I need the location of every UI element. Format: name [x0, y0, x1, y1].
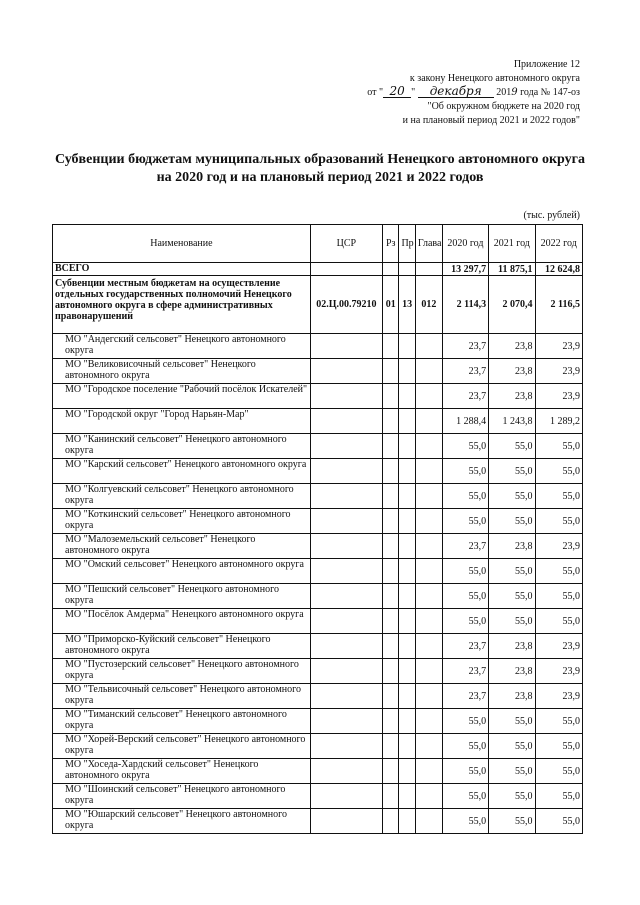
- appendix-date-line: [260, 86, 580, 100]
- row-csr: [310, 334, 382, 359]
- row-2020: 23,7: [442, 384, 488, 409]
- row-2020: 55,0: [442, 434, 488, 459]
- row-csr: [310, 784, 382, 809]
- row-2022: 55,0: [535, 609, 583, 634]
- row-name: МО "Тельвисочный сельсовет" Ненецкого автономного округа: [53, 684, 311, 709]
- row-2022: 55,0: [535, 459, 583, 484]
- table-row: [53, 509, 583, 534]
- row-glava: [415, 359, 442, 384]
- table-row: [53, 559, 583, 584]
- row-2022: 23,9: [535, 334, 583, 359]
- row-2021: 55,0: [489, 809, 535, 834]
- row-pr: [399, 684, 415, 709]
- row-2022: 55,0: [535, 509, 583, 534]
- row-glava: [415, 534, 442, 559]
- row-2020: 55,0: [442, 809, 488, 834]
- row-glava: [415, 609, 442, 634]
- header-2022: 2022 год: [535, 225, 583, 263]
- row-rz: [382, 359, 398, 384]
- row-glava: [415, 434, 442, 459]
- total-name: ВСЕГО: [53, 263, 311, 276]
- row-2021: 23,8: [489, 684, 535, 709]
- row-pr: [399, 434, 415, 459]
- row-csr: [310, 559, 382, 584]
- row-rz: [382, 709, 398, 734]
- row-name: МО "Андегский сельсовет" Ненецкого автономного округа: [53, 334, 311, 359]
- section-2021: 2 070,4: [489, 276, 535, 334]
- table-row: [53, 684, 583, 709]
- row-name: МО "Пустозерский сельсовет" Ненецкого автономного округа: [53, 659, 311, 684]
- row-pr: [399, 484, 415, 509]
- section-pr: 13: [399, 276, 415, 334]
- total-2022: 12 624,8: [535, 263, 583, 276]
- section-csr: 02.Ц.00.79210: [310, 276, 382, 334]
- row-rz: [382, 484, 398, 509]
- table-row: [53, 359, 583, 384]
- section-name: Субвенции местным бюджетам на осуществление отдельных государственных полномочий Ненецкого автономного округа в сфере административных правонарушений: [53, 276, 311, 334]
- total-2020: 13 297,7: [442, 263, 488, 276]
- row-2022: 55,0: [535, 584, 583, 609]
- row-2021: 55,0: [489, 734, 535, 759]
- table-row: [53, 409, 583, 434]
- row-glava: [415, 409, 442, 434]
- row-pr: [399, 384, 415, 409]
- row-rz: [382, 334, 398, 359]
- section-2020: 2 114,3: [442, 276, 488, 334]
- row-glava: [415, 384, 442, 409]
- row-2022: 55,0: [535, 784, 583, 809]
- row-name: МО "Юшарский сельсовет" Ненецкого автономного округа: [53, 809, 311, 834]
- row-csr: [310, 459, 382, 484]
- row-rz: [382, 684, 398, 709]
- total-glava: [415, 263, 442, 276]
- row-rz: [382, 809, 398, 834]
- table-row: [53, 459, 583, 484]
- table-row: [53, 659, 583, 684]
- table-row: [53, 784, 583, 809]
- total-pr: [399, 263, 415, 276]
- row-name: МО "Хорей-Верский сельсовет" Ненецкого автономного округа: [53, 734, 311, 759]
- row-pr: [399, 759, 415, 784]
- section-row: [53, 276, 583, 334]
- date-year-prefix: 201: [496, 87, 512, 98]
- row-2021: 23,8: [489, 359, 535, 384]
- row-2020: 55,0: [442, 509, 488, 534]
- total-rz: [382, 263, 398, 276]
- row-pr: [399, 609, 415, 634]
- table-row: [53, 584, 583, 609]
- row-2021: 23,8: [489, 634, 535, 659]
- row-name: МО "Городской округ "Город Нарьян-Мар": [53, 409, 311, 434]
- row-glava: [415, 659, 442, 684]
- row-2020: 55,0: [442, 459, 488, 484]
- row-glava: [415, 334, 442, 359]
- row-2021: 55,0: [489, 759, 535, 784]
- row-2020: 55,0: [442, 759, 488, 784]
- table-row: [53, 709, 583, 734]
- row-name: МО "Коткинский сельсовет" Ненецкого автономного округа: [53, 509, 311, 534]
- row-csr: [310, 634, 382, 659]
- handwritten-day: 20: [383, 86, 411, 98]
- row-pr: [399, 359, 415, 384]
- row-rz: [382, 634, 398, 659]
- appendix-line-2: к закону Ненецкого автономного округа: [409, 73, 580, 84]
- header-rz: Рз: [382, 225, 398, 263]
- row-2021: 23,8: [489, 334, 535, 359]
- row-csr: [310, 384, 382, 409]
- total-2021: 11 875,1: [489, 263, 535, 276]
- row-pr: [399, 584, 415, 609]
- row-csr: [310, 584, 382, 609]
- row-2020: 23,7: [442, 334, 488, 359]
- row-csr: [310, 759, 382, 784]
- section-rz: 01: [382, 276, 398, 334]
- section-2022: 2 116,5: [535, 276, 583, 334]
- row-name: МО "Канинский сельсовет" Ненецкого автономного округа: [53, 434, 311, 459]
- row-glava: [415, 684, 442, 709]
- table-row: [53, 384, 583, 409]
- units-label: (тыс. рублей): [523, 210, 580, 221]
- row-glava: [415, 584, 442, 609]
- header-2021: 2021 год: [489, 225, 535, 263]
- row-rz: [382, 734, 398, 759]
- row-2021: 55,0: [489, 509, 535, 534]
- row-2022: 23,9: [535, 634, 583, 659]
- row-2021: 55,0: [489, 434, 535, 459]
- row-pr: [399, 734, 415, 759]
- row-csr: [310, 509, 382, 534]
- title-line-1: Субвенции бюджетам муниципальных образований Ненецкого автономного округа: [54, 152, 586, 167]
- row-name: МО "Колгуевский сельсовет" Ненецкого автономного округа: [53, 484, 311, 509]
- row-name: МО "Малоземельский сельсовет" Ненецкого автономного округа: [53, 534, 311, 559]
- row-pr: [399, 334, 415, 359]
- row-rz: [382, 459, 398, 484]
- row-2020: 55,0: [442, 484, 488, 509]
- date-mid: ": [411, 87, 416, 98]
- row-2021: 55,0: [489, 784, 535, 809]
- row-2022: 23,9: [535, 534, 583, 559]
- row-csr: [310, 409, 382, 434]
- table-row: [53, 609, 583, 634]
- row-2020: 1 288,4: [442, 409, 488, 434]
- row-rz: [382, 409, 398, 434]
- row-2021: 23,8: [489, 384, 535, 409]
- row-pr: [399, 509, 415, 534]
- row-2021: 23,8: [489, 534, 535, 559]
- row-csr: [310, 734, 382, 759]
- date-prefix: от ": [367, 87, 384, 98]
- row-rz: [382, 534, 398, 559]
- row-name: МО "Омский сельсовет" Ненецкого автономного округа: [53, 559, 311, 584]
- row-glava: [415, 809, 442, 834]
- row-2020: 55,0: [442, 559, 488, 584]
- appendix-line-5: и на плановый период 2021 и 2022 годов": [402, 115, 580, 126]
- section-glava: 012: [415, 276, 442, 334]
- row-csr: [310, 359, 382, 384]
- row-2022: 55,0: [535, 484, 583, 509]
- row-2021: 55,0: [489, 559, 535, 584]
- row-glava: [415, 709, 442, 734]
- row-2022: 23,9: [535, 359, 583, 384]
- row-pr: [399, 559, 415, 584]
- row-2021: 1 243,8: [489, 409, 535, 434]
- row-pr: [399, 709, 415, 734]
- row-2022: 55,0: [535, 759, 583, 784]
- header-2020: 2020 год: [442, 225, 488, 263]
- row-pr: [399, 409, 415, 434]
- row-csr: [310, 434, 382, 459]
- row-2022: 23,9: [535, 384, 583, 409]
- row-glava: [415, 634, 442, 659]
- row-name: МО "Хоседа-Хардский сельсовет" Ненецкого автономного округа: [53, 759, 311, 784]
- row-name: МО "Городское поселение "Рабочий посёлок Искателей": [53, 384, 311, 409]
- subventions-table: [52, 224, 583, 834]
- row-glava: [415, 484, 442, 509]
- row-2020: 55,0: [442, 784, 488, 809]
- appendix-line-1: Приложение 12: [513, 59, 580, 70]
- row-rz: [382, 784, 398, 809]
- row-csr: [310, 484, 382, 509]
- row-name: МО "Приморско-Куйский сельсовет" Ненецкого автономного округа: [53, 634, 311, 659]
- row-2021: 55,0: [489, 584, 535, 609]
- document-title: [52, 151, 588, 187]
- row-rz: [382, 384, 398, 409]
- row-2022: 23,9: [535, 659, 583, 684]
- header-csr: ЦСР: [310, 225, 382, 263]
- row-rz: [382, 509, 398, 534]
- handwritten-month: декабря: [418, 86, 494, 98]
- table-row: [53, 734, 583, 759]
- row-pr: [399, 784, 415, 809]
- table-row: [53, 334, 583, 359]
- row-rz: [382, 609, 398, 634]
- row-2020: 23,7: [442, 659, 488, 684]
- row-csr: [310, 709, 382, 734]
- row-rz: [382, 559, 398, 584]
- total-csr: [310, 263, 382, 276]
- row-rz: [382, 434, 398, 459]
- row-pr: [399, 634, 415, 659]
- row-2020: 23,7: [442, 684, 488, 709]
- row-csr: [310, 609, 382, 634]
- row-2021: 55,0: [489, 459, 535, 484]
- row-name: МО "Шоинский сельсовет" Ненецкого автономного округа: [53, 784, 311, 809]
- row-name: МО "Карский сельсовет" Ненецкого автономного округа: [53, 459, 311, 484]
- row-2020: 55,0: [442, 584, 488, 609]
- row-2022: 1 289,2: [535, 409, 583, 434]
- row-2020: 23,7: [442, 359, 488, 384]
- law-number: года № 147-оз: [520, 87, 580, 98]
- row-2022: 55,0: [535, 809, 583, 834]
- table-header-row: [53, 225, 583, 263]
- table-row: [53, 534, 583, 559]
- row-2021: 55,0: [489, 484, 535, 509]
- row-2020: 23,7: [442, 534, 488, 559]
- row-2021: 55,0: [489, 609, 535, 634]
- appendix-block: [260, 58, 580, 128]
- appendix-line-4: "Об окружном бюджете на 2020 год: [427, 101, 580, 112]
- row-2022: 23,9: [535, 684, 583, 709]
- row-2022: 55,0: [535, 559, 583, 584]
- table-row: [53, 809, 583, 834]
- row-2022: 55,0: [535, 709, 583, 734]
- row-pr: [399, 809, 415, 834]
- row-2020: 23,7: [442, 634, 488, 659]
- table-row: [53, 434, 583, 459]
- row-csr: [310, 684, 382, 709]
- row-csr: [310, 809, 382, 834]
- row-name: МО "Тиманский сельсовет" Ненецкого автономного округа: [53, 709, 311, 734]
- header-pr: Пр: [399, 225, 415, 263]
- row-csr: [310, 659, 382, 684]
- row-2021: 55,0: [489, 709, 535, 734]
- row-glava: [415, 509, 442, 534]
- row-glava: [415, 734, 442, 759]
- table-row: [53, 634, 583, 659]
- handwritten-year-digit: 9: [511, 87, 518, 98]
- header-glava: Глава: [415, 225, 442, 263]
- row-pr: [399, 534, 415, 559]
- row-name: МО "Пешский сельсовет" Ненецкого автономного округа: [53, 584, 311, 609]
- row-2020: 55,0: [442, 709, 488, 734]
- row-glava: [415, 559, 442, 584]
- row-rz: [382, 659, 398, 684]
- table-row: [53, 759, 583, 784]
- row-2020: 55,0: [442, 609, 488, 634]
- title-line-2: на 2020 год и на плановый период 2021 и 2022 годов: [156, 170, 484, 185]
- row-2022: 55,0: [535, 434, 583, 459]
- row-rz: [382, 759, 398, 784]
- table-row: [53, 484, 583, 509]
- row-rz: [382, 584, 398, 609]
- row-name: МО "Посёлок Амдерма" Ненецкого автономного округа: [53, 609, 311, 634]
- row-glava: [415, 784, 442, 809]
- row-glava: [415, 459, 442, 484]
- row-pr: [399, 659, 415, 684]
- row-2022: 55,0: [535, 734, 583, 759]
- row-glava: [415, 759, 442, 784]
- row-pr: [399, 459, 415, 484]
- row-2021: 23,8: [489, 659, 535, 684]
- total-row: [53, 263, 583, 276]
- row-csr: [310, 534, 382, 559]
- row-2020: 55,0: [442, 734, 488, 759]
- header-name: Наименование: [53, 225, 311, 263]
- row-name: МО "Великовисочный сельсовет" Ненецкого автономного округа: [53, 359, 311, 384]
